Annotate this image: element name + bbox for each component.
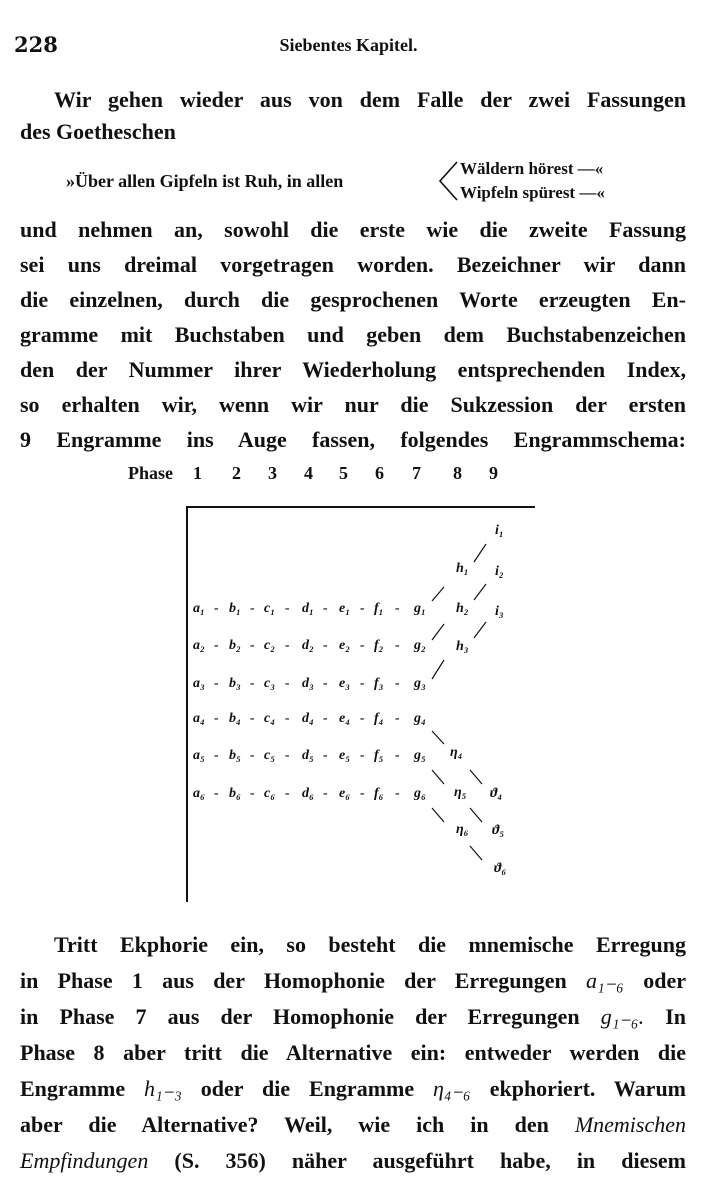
engram-cell: a₅ — [193, 748, 205, 763]
phase-label: Phase — [128, 463, 173, 483]
connector-line — [470, 770, 482, 784]
hyphen: - — [395, 601, 400, 616]
text-line: sei uns dreimal vorgetragen worden. Bezeichner wir dann — [20, 252, 686, 277]
hyphen: - — [214, 748, 219, 763]
engram-cell: c₄ — [264, 711, 276, 726]
engram-cell: f₅ — [374, 748, 384, 763]
hyphen: - — [285, 786, 290, 801]
quote-variant-a: Wäldern hörest —« — [460, 159, 604, 178]
text-line: in Phase 7 aus der Homophonie der Erregungen g₁₋₆. In — [20, 1004, 686, 1029]
connector-line — [470, 846, 482, 860]
quote-start: »Über allen Gipfeln ist Ruh, in allen — [66, 171, 344, 191]
engram-cell: g₄ — [414, 711, 426, 726]
book-title: Mnemischen — [574, 1112, 686, 1137]
connector-line — [432, 770, 444, 784]
hyphen: - — [360, 786, 365, 801]
text-line: Tritt Ekphorie ein, so besteht die mnemische Erregung — [54, 932, 686, 957]
hyphen: - — [360, 601, 365, 616]
connector-line — [432, 624, 444, 640]
engram-cell: e₅ — [339, 748, 351, 763]
phase-number: 4 — [304, 463, 313, 483]
hyphen: - — [360, 748, 365, 763]
engram-cell: b₁ — [229, 601, 241, 616]
engram-cell: h₃ — [456, 639, 469, 654]
hyphen: - — [285, 676, 290, 691]
connector-line — [432, 731, 444, 744]
hyphen: - — [323, 676, 328, 691]
engram-cell: e₄ — [339, 711, 351, 726]
engram-cell: f₆ — [374, 786, 384, 801]
text-line: Engramme h₁₋₃ oder die Engramme η₄₋₆ ekphoriert. Warum — [20, 1076, 687, 1101]
text-line: und nehmen an, sowohl die erste wie die zweite Fassung — [20, 217, 686, 242]
engram-cell: c₂ — [264, 638, 276, 653]
engram-cell: d₃ — [302, 676, 314, 691]
engram-cell: f₂ — [374, 638, 384, 653]
quote-variant-b: Wipfeln spürest —« — [460, 183, 605, 202]
hyphen: - — [214, 711, 219, 726]
engram-cell: g₃ — [414, 676, 426, 691]
engram-cell: i₁ — [495, 523, 504, 538]
text-line: die einzelnen, durch die gesprochenen Worte erzeugten En- — [20, 287, 686, 312]
hyphen: - — [250, 786, 255, 801]
engram-cell: a₆ — [193, 786, 205, 801]
text-line: Empfindungen (S. 356) näher ausgeführt habe, in diesem — [20, 1148, 686, 1173]
phase-number: 7 — [412, 463, 421, 483]
engram-cell: η₄ — [450, 745, 463, 760]
hyphen: - — [360, 638, 365, 653]
text-line: den der Nummer ihrer Wiederholung entsprechenden Index, — [20, 357, 686, 382]
engram-cell: a₃ — [193, 676, 205, 691]
engram-cell: d₁ — [302, 601, 314, 616]
engram-cell: i₃ — [495, 604, 504, 619]
hyphen: - — [360, 676, 365, 691]
text-line: des Goetheschen — [20, 119, 176, 144]
engram-cell: b₄ — [229, 711, 241, 726]
text-line: Wir gehen wieder aus von dem Falle der zwei Fassungen — [54, 87, 686, 112]
engram-cell: c₁ — [264, 601, 276, 616]
hyphen: - — [285, 638, 290, 653]
engram-cell: g₁ — [414, 601, 426, 616]
hyphen: - — [214, 676, 219, 691]
engram-cell: e₂ — [339, 638, 351, 653]
engram-cell: d₄ — [302, 711, 314, 726]
running-head: Siebentes Kapitel. — [279, 35, 418, 55]
engram-cell: ϑ₄ — [490, 786, 503, 801]
engram-cell: η₅ — [454, 785, 467, 800]
engram-cell: g₂ — [414, 638, 426, 653]
engram-cell: b₂ — [229, 638, 241, 653]
engram-cell: e₆ — [339, 786, 351, 801]
text-line: 9 Engramme ins Auge fassen, folgendes Engrammschema: — [20, 427, 686, 452]
hyphen: - — [285, 711, 290, 726]
text-line: aber die Alternative? Weil, wie ich in den Mnemischen — [20, 1112, 686, 1137]
hyphen: - — [214, 786, 219, 801]
engram-cell: a₁ — [193, 601, 205, 616]
hyphen: - — [250, 711, 255, 726]
math-term: η₄₋₆ — [433, 1076, 471, 1101]
hyphen: - — [395, 711, 400, 726]
hyphen: - — [323, 786, 328, 801]
connector-line — [474, 622, 486, 638]
engram-cell: h₂ — [456, 601, 469, 616]
connector-line — [432, 660, 444, 679]
phase-number: 9 — [489, 463, 498, 483]
math-term: a₁₋₆ — [586, 968, 624, 993]
engram-cell: f₁ — [374, 601, 384, 616]
hyphen: - — [323, 601, 328, 616]
connector-line — [432, 587, 444, 601]
phase-number: 5 — [339, 463, 348, 483]
engram-cell: c₃ — [264, 676, 276, 691]
engram-cell: g₅ — [414, 748, 426, 763]
engram-cell: h₁ — [456, 561, 469, 576]
engram-cell: e₃ — [339, 676, 351, 691]
hyphen: - — [285, 601, 290, 616]
engram-cell: c₅ — [264, 748, 276, 763]
engram-cell: η₆ — [456, 822, 469, 837]
engram-cell: ϑ₆ — [494, 861, 507, 876]
engram-cell: d₂ — [302, 638, 314, 653]
engram-cell: b₅ — [229, 748, 241, 763]
hyphen: - — [214, 638, 219, 653]
hyphen: - — [395, 748, 400, 763]
phase-number: 2 — [232, 463, 241, 483]
phase-number: 3 — [268, 463, 277, 483]
hyphen: - — [214, 601, 219, 616]
hyphen: - — [395, 638, 400, 653]
engram-cell: b₃ — [229, 676, 241, 691]
hyphen: - — [250, 601, 255, 616]
phase-number: 1 — [193, 463, 202, 483]
hyphen: - — [250, 748, 255, 763]
text-line: Phase 8 aber tritt die Alternative ein: entweder werden die — [20, 1040, 686, 1065]
engram-cell: i₂ — [495, 564, 504, 579]
hyphen: - — [250, 676, 255, 691]
engram-cell: a₄ — [193, 711, 205, 726]
page-number: 228 — [14, 32, 58, 57]
hyphen: - — [250, 638, 255, 653]
engram-cell: f₄ — [374, 711, 384, 726]
connector-line — [474, 544, 486, 562]
engram-cell: d₅ — [302, 748, 314, 763]
engram-cell: b₆ — [229, 786, 241, 801]
math-term: g₁₋₆. — [600, 1004, 645, 1029]
hyphen: - — [285, 748, 290, 763]
engram-cell: d₆ — [302, 786, 314, 801]
connector-line — [470, 808, 482, 822]
hyphen: - — [323, 638, 328, 653]
text-line: so erhalten wir, wenn wir nur die Sukzession der ersten — [20, 392, 686, 417]
hyphen: - — [395, 786, 400, 801]
engram-cell: c₆ — [264, 786, 276, 801]
math-term: h₁₋₃ — [143, 1076, 182, 1101]
text-line: gramme mit Buchstaben und geben dem Buchstabenzeichen — [20, 322, 686, 347]
engram-cell: a₂ — [193, 638, 205, 653]
engram-cell: f₃ — [374, 676, 384, 691]
engram-cell: e₁ — [339, 601, 351, 616]
hyphen: - — [395, 676, 400, 691]
connector-line — [474, 584, 486, 600]
hyphen: - — [323, 748, 328, 763]
text-line: in Phase 1 aus der Homophonie der Erregungen a₁₋₆ oder — [20, 968, 686, 993]
phase-number: 8 — [453, 463, 462, 483]
engram-cell: ϑ₅ — [492, 823, 505, 838]
hyphen: - — [360, 711, 365, 726]
engram-cell: g₆ — [414, 786, 426, 801]
book-title: Empfindungen — [20, 1148, 149, 1173]
phase-number: 6 — [375, 463, 384, 483]
hyphen: - — [323, 711, 328, 726]
connector-line — [432, 808, 444, 822]
